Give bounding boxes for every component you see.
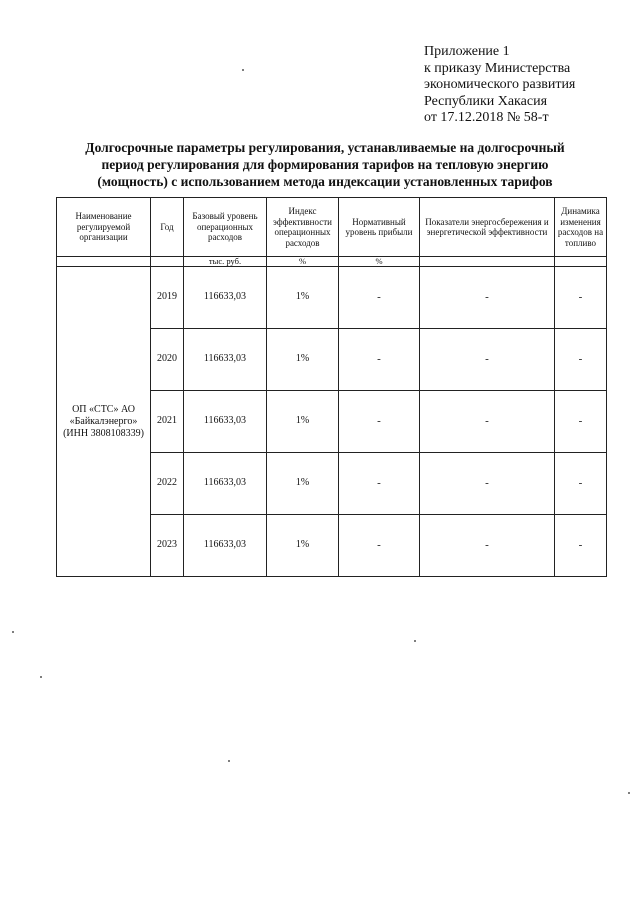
appendix-line: от 17.12.2018 № 58-т <box>424 110 549 125</box>
appendix-line: экономического развития <box>424 77 576 92</box>
energy-saving-cell: - <box>420 267 555 329</box>
fuel-dynamics-cell: - <box>555 453 607 515</box>
table-header-row <box>57 198 607 257</box>
scan-speck <box>40 676 42 678</box>
year-cell: 2021 <box>151 391 184 453</box>
appendix-line: Республики Хакасия <box>424 93 548 109</box>
energy-saving-cell: - <box>420 329 555 391</box>
profit-level-cell: - <box>339 453 420 515</box>
profit-level-cell: - <box>339 515 420 577</box>
energy-saving-cell: - <box>420 391 555 453</box>
title-line: период регулирования для формирования тарифов на тепловую энергию <box>101 157 549 172</box>
efficiency-index-cell: 1% <box>267 329 339 391</box>
unit-cell: тыс. руб. <box>184 257 267 267</box>
scan-speck <box>628 792 630 794</box>
organization-cell: ОП «СТС» АО «Байкалэнерго» (ИНН 3808108339) <box>57 267 151 577</box>
column-header-energy-saving: Показатели энергосбережения и энергетической эффективности <box>420 198 555 257</box>
efficiency-index-cell: 1% <box>267 453 339 515</box>
profit-level-cell: - <box>339 391 420 453</box>
year-cell: 2023 <box>151 515 184 577</box>
fuel-dynamics-cell: - <box>555 329 607 391</box>
unit-cell <box>151 257 184 267</box>
efficiency-index-cell: 1% <box>267 391 339 453</box>
energy-saving-cell: - <box>420 515 555 577</box>
unit-cell: % <box>339 257 420 267</box>
scan-speck <box>228 760 230 762</box>
energy-saving-cell: - <box>420 453 555 515</box>
regulation-parameters-table <box>56 197 607 577</box>
base-cost-cell: 116633,03 <box>184 515 267 577</box>
year-cell: 2022 <box>151 453 184 515</box>
scan-speck <box>242 69 244 71</box>
base-cost-cell: 116633,03 <box>184 453 267 515</box>
fuel-dynamics-cell: - <box>555 267 607 329</box>
column-header-base-cost: Базовый уровень операционных расходов <box>184 198 267 257</box>
appendix-line: к приказу Министерства <box>424 60 571 76</box>
appendix-line: Приложение 1 <box>424 44 510 59</box>
unit-cell <box>57 257 151 267</box>
column-header-profit-level: Нормативный уровень прибыли <box>339 198 420 257</box>
table-row <box>57 267 607 329</box>
year-cell: 2020 <box>151 329 184 391</box>
column-header-fuel-dynamics: Динамика изменения расходов на топливо <box>555 198 607 257</box>
profit-level-cell: - <box>339 267 420 329</box>
unit-cell: % <box>267 257 339 267</box>
profit-level-cell: - <box>339 329 420 391</box>
efficiency-index-cell: 1% <box>267 515 339 577</box>
base-cost-cell: 116633,03 <box>184 391 267 453</box>
fuel-dynamics-cell: - <box>555 391 607 453</box>
scan-speck <box>414 640 416 642</box>
scan-speck <box>12 631 14 633</box>
column-header-efficiency-index: Индекс эффективности операционных расходов <box>267 198 339 257</box>
column-header-organization: Наименование регулируемой организации <box>57 198 151 257</box>
unit-cell <box>420 257 555 267</box>
base-cost-cell: 116633,03 <box>184 267 267 329</box>
column-header-year: Год <box>151 198 184 257</box>
units-row <box>57 257 607 267</box>
unit-cell <box>555 257 607 267</box>
efficiency-index-cell: 1% <box>267 267 339 329</box>
year-cell: 2019 <box>151 267 184 329</box>
appendix-header <box>424 44 575 127</box>
base-cost-cell: 116633,03 <box>184 329 267 391</box>
title-line: (мощность) с использованием метода индексации установленных тарифов <box>97 174 553 189</box>
title-line: Долгосрочные параметры регулирования, устанавливаемые на долгосрочный <box>85 140 565 155</box>
document-title <box>60 139 590 190</box>
fuel-dynamics-cell: - <box>555 515 607 577</box>
